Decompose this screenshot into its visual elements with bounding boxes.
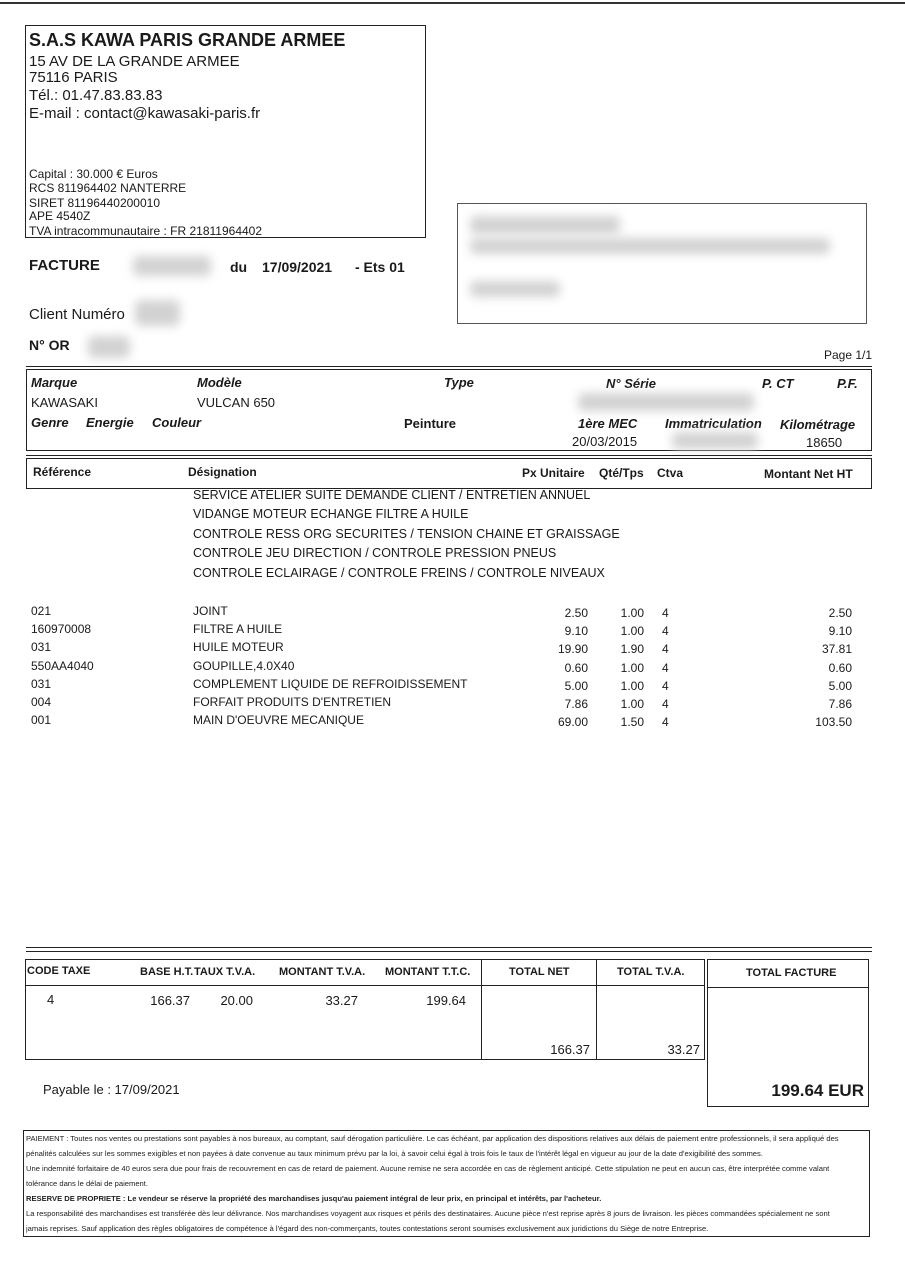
item-montant: 0.60 — [828, 660, 852, 675]
pf-header: P.F. — [837, 376, 858, 391]
total-facture-value: 199.64 EUR — [771, 1081, 864, 1100]
total-facture-header-line — [707, 987, 869, 988]
legal-line-6: La responsabilité des marchandises est transférée dès leur délivrance. Nos marchandises voyagent aux risques et périls des destinataires. Aucune pièce n'est reprise après 8 jours de livraison. les pièces commandées spécialement ne sont — [26, 1209, 830, 1218]
legal-line-3: Une indemnité forfaitaire de 40 euros sera due pour frais de recouvrement en cas de retard de paiement. Aucune remise ne sera accordée en cas de règlement anticipé. Cette stipulation ne peut en aucun cas, être interprétée comme valant — [26, 1164, 830, 1173]
total-facture-header: TOTAL FACTURE — [746, 967, 837, 979]
company-address1: 15 AV DE LA GRANDE ARMEE — [29, 53, 240, 70]
serie-header: N° Série — [606, 376, 657, 391]
mec-header: 1ère MEC — [578, 416, 638, 431]
item-montant: 5.00 — [828, 678, 852, 693]
taux-tva-value: 20.00 — [220, 993, 253, 1008]
company-capital: Capital : 30.000 € Euros — [29, 167, 158, 181]
tax-divider-1 — [481, 959, 482, 1060]
company-phone: Tél.: 01.47.83.83.83 — [29, 87, 163, 104]
service-line: CONTROLE RESS ORG SECURITES / TENSION CHAINE ET GRAISSAGE — [193, 527, 620, 541]
customer-city-redacted — [470, 281, 560, 297]
totals-separator-1 — [26, 947, 872, 948]
client-number-redacted — [135, 300, 180, 326]
designation-header: Désignation — [188, 465, 257, 479]
item-reference: 550AA4040 — [31, 658, 94, 673]
item-ctva: 4 — [662, 642, 669, 657]
item-px-unitaire: 5.00 — [564, 678, 588, 693]
legal-line-7: jamais reprises. Sauf application des règles obligatoires de compétence à l'égard des non-commerçants, toutes contestations seront soumises exclusivement aux juridictions du Siège de notre Entreprise. — [26, 1224, 709, 1233]
company-name: S.A.S KAWA PARIS GRANDE ARMEE — [29, 30, 346, 50]
item-designation: JOINT — [193, 604, 228, 618]
kilometrage-value: 18650 — [806, 435, 843, 450]
energie-header: Energie — [86, 415, 134, 430]
total-tva-value: 33.27 — [667, 1042, 700, 1057]
item-qte: 1.00 — [620, 624, 644, 639]
item-ctva: 4 — [662, 678, 669, 693]
marque-header: Marque — [31, 375, 78, 390]
item-px-unitaire: 7.86 — [564, 697, 588, 711]
item-reference: 001 — [31, 713, 52, 728]
item-qte: 1.50 — [620, 715, 644, 730]
montant-ttc-value: 199.64 — [426, 993, 466, 1008]
service-line: CONTROLE ECLAIRAGE / CONTROLE FREINS / CONTROLE NIVEAUX — [193, 566, 605, 580]
company-email: E-mail : contact@kawasaki-paris.fr — [29, 105, 261, 122]
service-line: CONTROLE JEU DIRECTION / CONTROLE PRESSION PNEUS — [193, 546, 557, 560]
item-px-unitaire: 2.50 — [564, 606, 588, 620]
marque-value: KAWASAKI — [31, 395, 98, 410]
item-montant: 7.86 — [828, 697, 852, 711]
modele-header: Modèle — [197, 375, 242, 390]
immatriculation-value-redacted — [672, 432, 758, 449]
montant-tva-header: MONTANT T.V.A. — [279, 966, 366, 978]
item-reference: 021 — [31, 604, 52, 618]
immatriculation-header: Immatriculation — [665, 416, 762, 431]
peinture-header: Peinture — [404, 416, 457, 431]
legal-line-4: tolérance dans le délai de paiement. — [26, 1179, 149, 1188]
total-net-header: TOTAL NET — [509, 966, 570, 978]
item-designation: FORFAIT PRODUITS D'ENTRETIEN — [193, 695, 392, 709]
item-ctva: 4 — [662, 606, 669, 620]
pct-header: P. CT — [762, 376, 794, 391]
item-qte: 1.00 — [620, 697, 644, 711]
serie-value-redacted — [578, 393, 754, 411]
item-reference: 031 — [31, 640, 52, 655]
ctva-header: Ctva — [657, 466, 684, 480]
code-taxe-header: CODE TAXE — [27, 965, 91, 977]
item-qte: 1.00 — [620, 606, 644, 620]
totals-separator-2 — [26, 951, 872, 952]
taux-tva-header: TAUX T.V.A. — [194, 966, 256, 978]
mec-value: 20/03/2015 — [572, 434, 638, 449]
invoice-date: 17/09/2021 — [262, 259, 333, 275]
table-header-box — [26, 458, 872, 489]
invoice-number-redacted — [133, 256, 211, 276]
legal-line-5: RESERVE DE PROPRIETE : Le vendeur se réserve la propriété des marchandises jusqu'au paiement intégral de leur prix, en principal et intérêts, par l'acheteur. — [26, 1194, 602, 1203]
item-ctva: 4 — [662, 624, 669, 639]
legal-line-2: pénalités calculées sur les sommes exigibles et non payées à date convenue au taux minimum prévu par la loi, à savoir celui égal à trois fois le taux de l'intérêt légal en vigueur au jour de la date d'exigibilité des sommes. — [26, 1149, 763, 1158]
reference-header: Référence — [33, 465, 92, 479]
top-edge-line — [0, 2, 905, 4]
px-unitaire-header: Px Unitaire — [522, 466, 585, 480]
payable-date: Payable le : 17/09/2021 — [43, 1082, 180, 1097]
item-px-unitaire: 19.90 — [557, 642, 588, 657]
item-montant: 103.50 — [815, 715, 852, 730]
modele-value: VULCAN 650 — [197, 395, 276, 410]
invoice-ets: - Ets 01 — [355, 259, 405, 275]
item-designation: MAIN D'OEUVRE MECANIQUE — [193, 713, 364, 728]
item-qte: 1.00 — [620, 660, 644, 675]
total-tva-header: TOTAL T.V.A. — [617, 966, 685, 978]
tax-header-line — [25, 985, 705, 986]
or-number-label: N° OR — [29, 337, 70, 353]
item-ctva: 4 — [662, 660, 669, 675]
company-siret: SIRET 81196440200010 — [29, 196, 160, 210]
item-designation: HUILE MOTEUR — [193, 640, 284, 655]
item-montant: 37.81 — [821, 642, 852, 657]
invoice-label: FACTURE — [29, 257, 100, 274]
couleur-header: Couleur — [152, 415, 202, 430]
item-montant: 2.50 — [828, 606, 852, 620]
item-montant: 9.10 — [828, 624, 852, 639]
tax-divider-2 — [596, 959, 597, 1060]
item-qte: 1.00 — [620, 678, 644, 693]
item-reference: 160970008 — [31, 622, 92, 637]
customer-street-redacted — [470, 238, 830, 254]
total-net-value: 166.37 — [550, 1042, 590, 1057]
item-reference: 004 — [31, 695, 52, 709]
code-taxe-value: 4 — [47, 992, 55, 1007]
item-designation: COMPLEMENT LIQUIDE DE REFROIDISSEMENT — [193, 676, 468, 691]
item-designation: GOUPILLE,4.0X40 — [193, 658, 295, 673]
service-line: VIDANGE MOTEUR ECHANGE FILTRE A HUILE — [193, 507, 469, 521]
base-ht-value: 166.37 — [150, 993, 190, 1008]
table-header-double-line — [26, 455, 872, 456]
company-address2: 75116 PARIS — [29, 69, 118, 86]
customer-name-redacted — [470, 216, 620, 234]
item-ctva: 4 — [662, 715, 669, 730]
item-qte: 1.90 — [620, 642, 644, 657]
item-px-unitaire: 69.00 — [557, 715, 588, 730]
company-rcs: RCS 811964402 NANTERRE — [29, 181, 187, 195]
invoice-du: du — [230, 259, 248, 275]
montant-tva-value: 33.27 — [325, 993, 358, 1008]
company-tva: TVA intracommunautaire : FR 21811964402 — [29, 224, 263, 238]
item-ctva: 4 — [662, 697, 669, 711]
page-separator — [26, 366, 872, 367]
kilometrage-header: Kilométrage — [780, 417, 856, 432]
montant-ttc-header: MONTANT T.T.C. — [385, 966, 471, 978]
type-header: Type — [444, 375, 474, 390]
page-indicator: Page 1/1 — [824, 348, 873, 362]
client-number-label: Client Numéro — [29, 306, 125, 323]
base-ht-header: BASE H.T. — [140, 966, 194, 978]
item-designation: FILTRE A HUILE — [193, 622, 283, 637]
service-line: SERVICE ATELIER SUITE DEMANDE CLIENT / ENTRETIEN ANNUEL — [193, 488, 591, 502]
legal-line-1: PAIEMENT : Toutes nos ventes ou prestations sont payables à nos bureaux, au comptant, sauf dérogation particulière. Le cas échéant, par application des dispositions relatives aux délais de paiement entre professionnels, il sera appliqué des — [26, 1134, 839, 1143]
item-px-unitaire: 0.60 — [564, 660, 588, 675]
company-ape: APE 4540Z — [29, 209, 91, 223]
montant-header: Montant Net HT — [764, 467, 853, 481]
genre-header: Genre — [31, 415, 69, 430]
qte-header: Qté/Tps — [599, 466, 644, 480]
or-number-redacted — [88, 336, 130, 358]
item-px-unitaire: 9.10 — [564, 624, 588, 639]
item-reference: 031 — [31, 676, 52, 691]
